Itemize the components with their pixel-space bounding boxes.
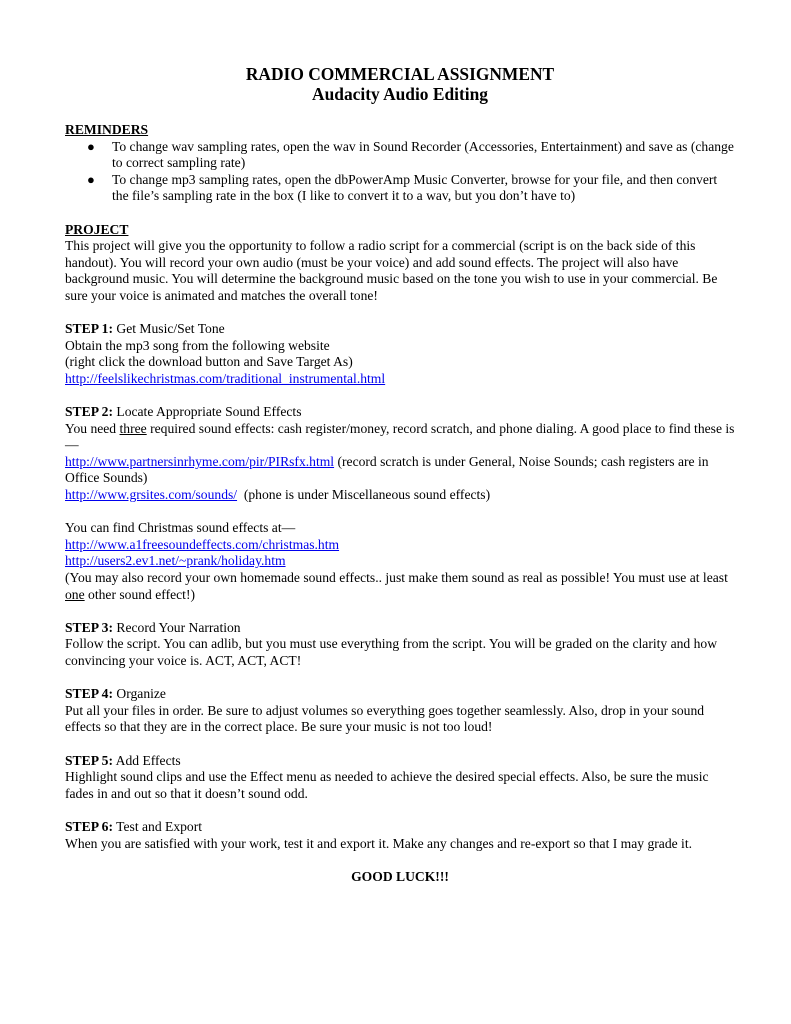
link2-note: (phone is under Miscellaneous sound effects) xyxy=(243,487,491,503)
project-description: This project will give you the opportunity to follow a radio script for a commercial (script is on the back side of this handout). You will record your own audio (must be your voice) and add sound effects. The project will also have background music. You will determine the background music based on the tone you wish to use in your commercial. Be sure your voice is animated and matches the overall tone! xyxy=(65,238,718,303)
own-effects-note: (You may also record your own homemade sound effects.. just make them sound as real as possible! You must use at least one other sound effect!) xyxy=(65,570,728,602)
step2-link1-line xyxy=(65,454,735,487)
page-title: RADIO COMMERCIAL ASSIGNMENT xyxy=(245,64,555,84)
step1-label: STEP 1: xyxy=(65,321,113,337)
step3-title: Record Your Narration xyxy=(116,619,241,635)
page-subtitle: Audacity Audio Editing xyxy=(312,84,488,104)
step4-label: STEP 4: xyxy=(65,686,113,702)
step5-body: Highlight sound clips and use the Effect menu as needed to achieve the desired special effects. Also, be sure the music fades in and out so that it doesn’t sound odd. xyxy=(65,769,709,801)
reminders-list xyxy=(65,139,735,205)
step1-heading xyxy=(65,321,735,338)
step4-body: Put all your files in order. Be sure to adjust volumes so everything goes together seamlessly. Also, drop in your sound effects so that they are in the correct place. Be sure your music is not too loud! xyxy=(65,702,705,735)
step2-title: Locate Appropriate Sound Effects xyxy=(116,404,302,420)
project-heading: PROJECT xyxy=(65,221,129,237)
step1-line1: Obtain the mp3 song from the following website xyxy=(65,337,330,353)
bullet-icon: ● xyxy=(87,138,95,154)
document-body xyxy=(65,64,735,885)
step1-line2: (right click the download button and Save Target As) xyxy=(65,354,353,370)
step6-body: When you are satisfied with your work, test it and export it. Make any changes and re-export so that I may grade it. xyxy=(65,835,693,851)
step2-link2-line xyxy=(65,487,735,504)
step2-label: STEP 2: xyxy=(65,404,113,420)
step4-title: Organize xyxy=(116,686,166,702)
step4-heading xyxy=(65,686,735,703)
step6-title: Test and Export xyxy=(116,818,203,834)
reminder-text: To change wav sampling rates, open the wav in Sound Recorder (Accessories, Entertainment) and save as (change to correct sampling rate) xyxy=(112,138,734,171)
christmas-intro: You can find Christmas sound effects at— xyxy=(65,520,296,536)
step6-heading xyxy=(65,819,735,836)
closing-text: GOOD LUCK!!! xyxy=(351,868,449,884)
bullet-icon: ● xyxy=(87,171,95,187)
step2-heading xyxy=(65,404,735,421)
reminders-heading: REMINDERS xyxy=(65,122,149,137)
step6-label: STEP 6: xyxy=(65,818,113,834)
partnersinrhyme-link[interactable]: http://www.partnersinrhyme.com/pir/PIRsfx.html xyxy=(65,453,335,469)
reminder-text: To change mp3 sampling rates, open the dbPowerAmp Music Converter, browse for your file, and then convert the file’s sampling rate in the box (I like to convert it to a wav, but you don’t have to) xyxy=(112,171,718,204)
step3-body: Follow the script. You can adlib, but you must use everything from the script. You will be graded on the clarity and how convincing your voice is. ACT, ACT, ACT! xyxy=(65,636,718,668)
step5-label: STEP 5: xyxy=(65,752,113,768)
list-item xyxy=(65,139,735,172)
grsites-link[interactable]: http://www.grsites.com/sounds/ xyxy=(65,487,238,503)
step3-label: STEP 3: xyxy=(65,619,113,635)
music-link[interactable]: http://feelslikechristmas.com/traditional_instrumental.html xyxy=(65,370,386,386)
emphasis-one: one xyxy=(65,586,85,602)
step1-title: Get Music/Set Tone xyxy=(116,321,225,337)
a1freesoundeffects-link[interactable]: http://www.a1freesoundeffects.com/christmas.htm xyxy=(65,536,340,552)
list-item xyxy=(65,172,735,205)
step5-title: Add Effects xyxy=(115,752,181,768)
step2-requirements: You need three required sound effects: cash register/money, record scratch, and phone dialing. A good place to find these is— xyxy=(65,420,735,453)
emphasis-three: three xyxy=(119,420,147,436)
step5-heading xyxy=(65,753,735,770)
ev1-holiday-link[interactable]: http://users2.ev1.net/~prank/holiday.htm xyxy=(65,553,286,569)
link1-note: (record scratch is under General, Noise Sounds; cash registers are in Office Sounds) xyxy=(65,453,709,486)
step3-heading xyxy=(65,620,735,637)
